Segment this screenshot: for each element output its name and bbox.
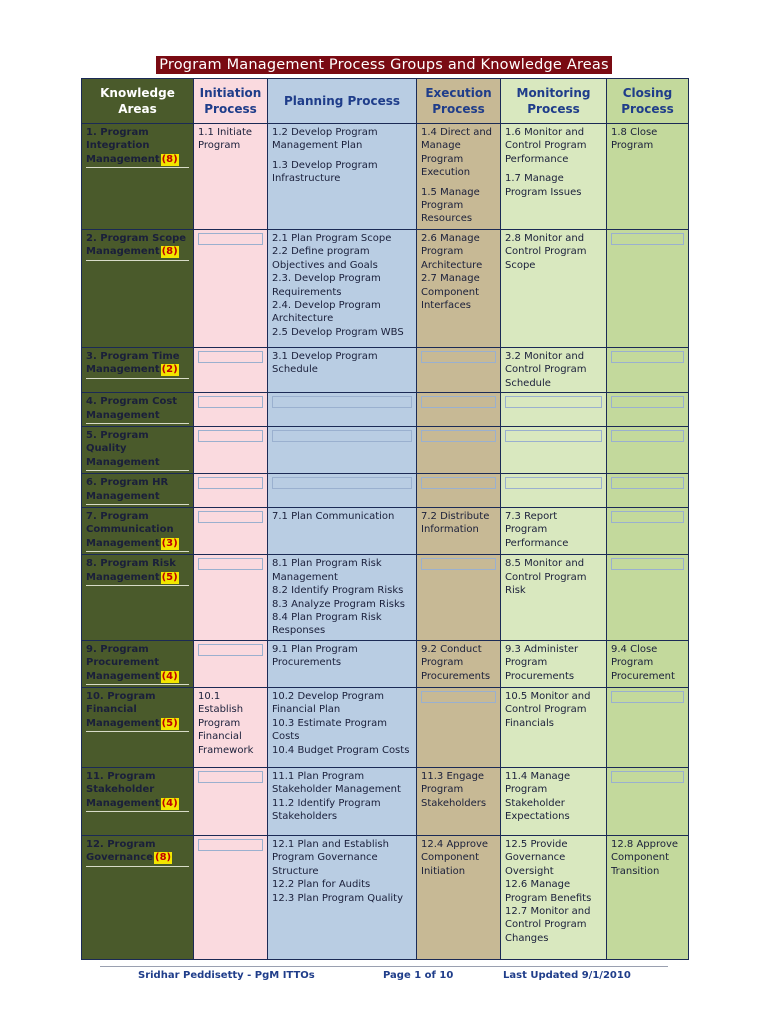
initiation-cell: [194, 687, 268, 767]
closing-cell: [607, 427, 689, 474]
initiation-cell: [194, 427, 268, 474]
closing-cell: [607, 555, 689, 640]
table-row: [82, 767, 689, 835]
empty-cell-box: [198, 511, 263, 523]
knowledge-area-name: 10. Program Financial Management: [86, 690, 160, 729]
monitoring-cell: [501, 687, 607, 767]
process-item: 10.1 Establish Program Financial Framework: [198, 690, 254, 756]
process-item: 2.3. Develop Program Requirements: [272, 273, 381, 298]
footer: [100, 966, 668, 987]
table-row: [82, 474, 689, 508]
closing-cell: [607, 348, 689, 393]
initiation-cell: [194, 835, 268, 959]
planning-cell: [268, 124, 417, 230]
initiation-cell: [194, 474, 268, 508]
closing-cell: [607, 230, 689, 348]
empty-cell-box: [611, 351, 684, 363]
empty-cell-box: [611, 477, 684, 489]
table-row: [82, 427, 689, 474]
execution-cell: [417, 348, 501, 393]
execution-cell: [417, 508, 501, 555]
execution-cell: [417, 767, 501, 835]
process-item: 2.7 Manage Component Interfaces: [421, 273, 480, 312]
empty-cell-box: [198, 351, 263, 363]
process-item: 11.3 Engage Program Stakeholders: [421, 770, 487, 809]
empty-cell-box: [611, 511, 684, 523]
process-item: 2.6 Manage Program Architecture: [421, 233, 483, 271]
process-item: 9.1 Plan Program Procurements: [272, 643, 358, 669]
table-row: [82, 508, 689, 555]
empty-cell-box: [505, 430, 602, 442]
knowledge-area-cell: [82, 230, 194, 348]
process-item: 12.7 Monitor and Control Program Changes: [505, 905, 591, 944]
table-row: [82, 687, 689, 767]
process-count-badge: (8): [161, 246, 178, 258]
knowledge-area-name: 3. Program Time Management: [86, 351, 180, 376]
process-item: 11.2 Identify Program Stakeholders: [272, 797, 381, 823]
closing-cell: [607, 835, 689, 959]
empty-cell-box: [272, 477, 412, 489]
process-item: 9.2 Conduct Program Procurements: [421, 643, 491, 682]
empty-cell-box: [611, 430, 684, 442]
empty-cell-box: [421, 477, 496, 489]
knowledge-area-label: [86, 429, 189, 471]
process-item: 7.2 Distribute Information: [421, 511, 490, 536]
knowledge-area-cell: [82, 124, 194, 230]
execution-cell: [417, 474, 501, 508]
process-item: 2.2 Define program Objectives and Goals: [272, 246, 378, 271]
closing-cell: [607, 508, 689, 555]
knowledge-area-label: [86, 838, 189, 867]
process-item: 3.1 Develop Program Schedule: [272, 351, 378, 376]
knowledge-area-label: [86, 770, 189, 812]
planning-cell: [268, 767, 417, 835]
footer-author: Sridhar Peddisetty - PgM ITTOs: [138, 970, 315, 981]
knowledge-area-label: [86, 690, 189, 732]
header-knowledge-areas: Knowledge Areas: [82, 79, 194, 124]
planning-cell: [268, 835, 417, 959]
empty-cell-box: [505, 477, 602, 489]
closing-cell: [607, 393, 689, 427]
monitoring-cell: [501, 427, 607, 474]
execution-cell: [417, 230, 501, 348]
knowledge-area-name: 6. Program HR Management: [86, 477, 169, 502]
process-item: 12.6 Manage Program Benefits: [505, 879, 592, 904]
empty-cell-box: [198, 771, 263, 783]
table-row: [82, 393, 689, 427]
process-item: 1.2 Develop Program Management Plan: [272, 127, 378, 152]
empty-cell-box: [611, 771, 684, 783]
knowledge-area-cell: [82, 767, 194, 835]
planning-cell: [268, 348, 417, 393]
knowledge-area-cell: [82, 835, 194, 959]
knowledge-area-label: [86, 395, 189, 424]
closing-cell: [607, 474, 689, 508]
knowledge-area-name: 11. Program Stakeholder Management: [86, 770, 160, 809]
empty-cell-box: [611, 691, 684, 703]
monitoring-cell: [501, 230, 607, 348]
knowledge-area-cell: [82, 640, 194, 687]
knowledge-area-name: 12. Program Governance: [86, 838, 156, 864]
table-row: [82, 835, 689, 959]
knowledge-area-cell: [82, 687, 194, 767]
knowledge-area-cell: [82, 555, 194, 640]
process-item: 12.5 Provide Governance Oversight: [505, 838, 568, 877]
process-count-badge: (4): [161, 797, 178, 809]
initiation-cell: [194, 348, 268, 393]
knowledge-area-label: [86, 557, 189, 586]
empty-cell-box: [198, 430, 263, 442]
process-item: 2.8 Monitor and Control Program Scope: [505, 233, 587, 271]
empty-cell-box: [198, 839, 263, 851]
table-row: [82, 555, 689, 640]
monitoring-cell: [501, 348, 607, 393]
monitoring-cell: [501, 124, 607, 230]
planning-cell: [268, 474, 417, 508]
process-item: 1.4 Direct and Manage Program Execution: [421, 127, 493, 179]
table-row: [82, 348, 689, 393]
knowledge-area-name: 5. Program Quality Management: [86, 430, 160, 468]
table-row: [82, 230, 689, 348]
empty-cell-box: [198, 477, 263, 489]
execution-cell: [417, 687, 501, 767]
planning-cell: [268, 640, 417, 687]
process-item: 2.1 Plan Program Scope: [272, 233, 392, 244]
process-item: 12.1 Plan and Establish Program Governance Structure: [272, 838, 389, 877]
initiation-cell: [194, 555, 268, 640]
monitoring-cell: [501, 640, 607, 687]
planning-cell: [268, 427, 417, 474]
knowledge-area-name: 9. Program Procurement Management: [86, 643, 160, 682]
process-item: 8.2 Identify Program Risks: [272, 585, 404, 597]
process-item: 8.1 Plan Program Risk Management: [272, 558, 382, 583]
process-item: 8.4 Plan Program Risk Responses: [272, 611, 382, 637]
knowledge-area-cell: [82, 474, 194, 508]
planning-cell: [268, 508, 417, 555]
process-count-badge: (4): [161, 670, 178, 682]
knowledge-area-name: 4. Program Cost Management: [86, 396, 178, 421]
process-item: 8.5 Monitor and Control Program Risk: [505, 558, 587, 597]
header-closing: Closing Process: [607, 79, 689, 124]
empty-cell-box: [421, 351, 496, 363]
process-item: 1.1 Initiate Program: [198, 127, 253, 152]
empty-cell-box: [611, 558, 684, 570]
monitoring-cell: [501, 555, 607, 640]
planning-cell: [268, 687, 417, 767]
monitoring-cell: [501, 508, 607, 555]
process-item: 1.3 Develop Program Infrastructure: [272, 159, 378, 185]
knowledge-area-name: 1. Program Integration Management: [86, 127, 160, 165]
empty-cell-box: [421, 558, 496, 570]
process-item: 10.2 Develop Program Financial Plan: [272, 690, 384, 716]
process-count-badge: (3): [161, 537, 178, 549]
process-item: 9.3 Administer Program Procurements: [505, 643, 579, 682]
process-item: 12.2 Plan for Audits: [272, 879, 371, 891]
process-item: 1.6 Monitor and Control Program Performance: [505, 127, 587, 165]
page-title: Program Management Process Groups and Knowledge Areas: [156, 56, 612, 74]
initiation-cell: [194, 508, 268, 555]
process-item: 7.1 Plan Communication: [272, 511, 395, 523]
process-item: 11.1 Plan Program Stakeholder Management: [272, 770, 401, 796]
execution-cell: [417, 124, 501, 230]
knowledge-area-name: 7. Program Communication Management: [86, 511, 174, 549]
process-item: 3.2 Monitor and Control Program Schedule: [505, 351, 587, 389]
closing-cell: [607, 687, 689, 767]
initiation-cell: [194, 230, 268, 348]
empty-cell-box: [198, 396, 263, 408]
process-item: 10.4 Budget Program Costs: [272, 744, 410, 756]
header-planning: Planning Process: [268, 79, 417, 124]
knowledge-area-label: [86, 126, 189, 168]
process-item: 1.8 Close Program: [611, 127, 658, 152]
empty-cell-box: [272, 396, 412, 408]
monitoring-cell: [501, 835, 607, 959]
knowledge-area-label: [86, 350, 189, 379]
knowledge-area-cell: [82, 393, 194, 427]
execution-cell: [417, 427, 501, 474]
process-item: 2.4. Develop Program Architecture: [272, 300, 381, 325]
process-item: 1.5 Manage Program Resources: [421, 186, 480, 225]
monitoring-cell: [501, 474, 607, 508]
empty-cell-box: [611, 233, 684, 245]
process-item: 12.3 Plan Program Quality: [272, 892, 404, 904]
empty-cell-box: [198, 233, 263, 245]
initiation-cell: [194, 640, 268, 687]
header-execution: Execution Process: [417, 79, 501, 124]
process-item: 9.4 Close Program Procurement: [611, 643, 675, 682]
process-item: 10.5 Monitor and Control Program Financials: [505, 690, 591, 729]
table-row: [82, 124, 689, 230]
initiation-cell: [194, 393, 268, 427]
process-item: 2.5 Develop Program WBS: [272, 326, 404, 338]
footer-updated: Last Updated 9/1/2010: [503, 970, 631, 981]
title-wrap: [0, 54, 768, 74]
process-count-badge: (8): [161, 153, 178, 165]
knowledge-area-name: 8. Program Risk Management: [86, 558, 176, 583]
closing-cell: [607, 767, 689, 835]
process-item: 8.3 Analyze Program Risks: [272, 598, 405, 610]
monitoring-cell: [501, 767, 607, 835]
process-item: 12.8 Approve Component Transition: [611, 838, 679, 877]
knowledge-area-cell: [82, 427, 194, 474]
process-table: [81, 78, 689, 960]
empty-cell-box: [505, 396, 602, 408]
execution-cell: [417, 393, 501, 427]
header-initiation: Initiation Process: [194, 79, 268, 124]
execution-cell: [417, 640, 501, 687]
knowledge-area-label: [86, 643, 189, 685]
execution-cell: [417, 555, 501, 640]
initiation-cell: [194, 124, 268, 230]
knowledge-area-name: 2. Program Scope Management: [86, 233, 187, 258]
knowledge-area-cell: [82, 348, 194, 393]
knowledge-area-label: [86, 232, 189, 261]
process-count-badge: (5): [161, 717, 178, 729]
planning-cell: [268, 393, 417, 427]
execution-cell: [417, 835, 501, 959]
knowledge-area-cell: [82, 508, 194, 555]
process-item: 7.3 Report Program Performance: [505, 511, 569, 549]
footer-page: Page 1 of 10: [383, 970, 454, 981]
process-item: 1.7 Manage Program Issues: [505, 173, 582, 198]
empty-cell-box: [421, 396, 496, 408]
empty-cell-box: [272, 430, 412, 442]
process-count-badge: (8): [155, 852, 172, 864]
planning-cell: [268, 230, 417, 348]
monitoring-cell: [501, 393, 607, 427]
empty-cell-box: [198, 644, 263, 656]
process-item: 12.4 Approve Component Initiation: [421, 838, 489, 877]
empty-cell-box: [421, 691, 496, 703]
process-item: 10.3 Estimate Program Costs: [272, 717, 387, 743]
process-count-badge: (2): [161, 364, 178, 376]
closing-cell: [607, 124, 689, 230]
header-row: [82, 79, 689, 124]
process-count-badge: (5): [161, 571, 178, 583]
closing-cell: [607, 640, 689, 687]
header-monitoring: Monitoring Process: [501, 79, 607, 124]
initiation-cell: [194, 767, 268, 835]
knowledge-area-label: [86, 476, 189, 505]
planning-cell: [268, 555, 417, 640]
empty-cell-box: [198, 558, 263, 570]
table-row: [82, 640, 689, 687]
process-item: 11.4 Manage Program Stakeholder Expectations: [505, 770, 571, 823]
empty-cell-box: [611, 396, 684, 408]
knowledge-area-label: [86, 510, 189, 552]
empty-cell-box: [421, 430, 496, 442]
